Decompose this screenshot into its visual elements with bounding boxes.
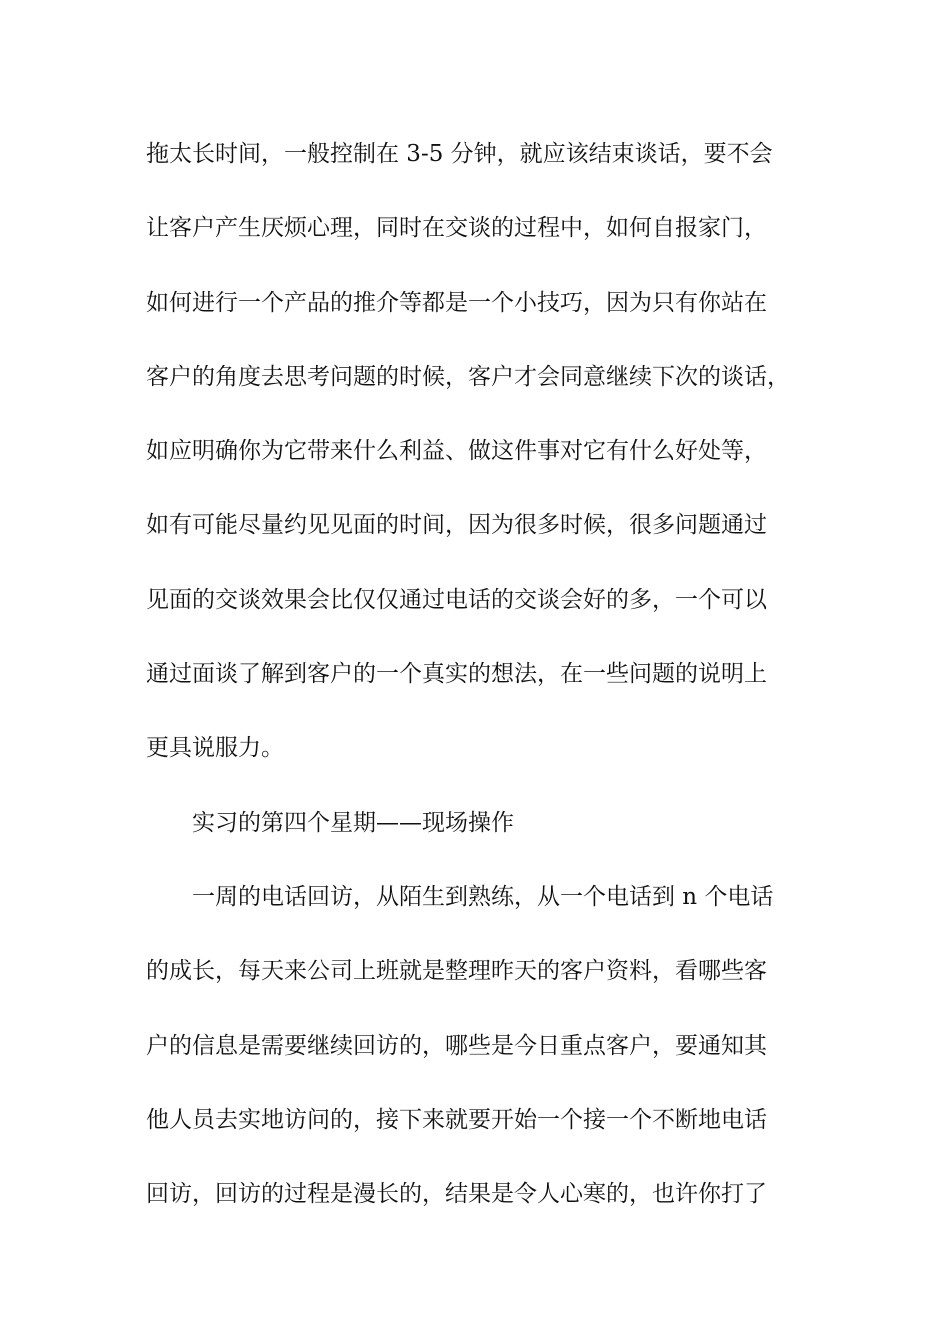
text-line: 客户的角度去思考问题的时候，客户才会同意继续下次的谈话， (146, 363, 790, 390)
text-line: 让客户产生厌烦心理，同时在交谈的过程中，如何自报家门， (146, 215, 767, 242)
section-heading: 实习的第四个星期——现场操作 (192, 809, 514, 836)
text-line: 的成长，每天来公司上班就是整理昨天的客户资料，看哪些客 (146, 958, 767, 985)
text-line: 通过面谈了解到客户的一个真实的想法，在一些问题的说明上 (146, 661, 767, 688)
text-line: 回访，回访的过程是漫长的，结果是令人心寒的，也许你打了 (146, 1181, 767, 1208)
text-line: 他人员去实地访问的，接下来就要开始一个接一个不断地电话 (146, 1106, 767, 1133)
body-text (146, 130, 816, 1244)
text-line: 拖太长时间，一般控制在 3-5 分钟，就应该结束谈话，要不会 (146, 141, 773, 167)
text-line: 更具说服力。 (146, 735, 284, 762)
text-line: 见面的交谈效果会比仅仅通过电话的交谈会好的多，一个可以 (146, 586, 767, 613)
text-line: 户的信息是需要继续回访的，哪些是今日重点客户，要通知其 (146, 1032, 767, 1059)
text-line: 如何进行一个产品的推介等都是一个小技巧，因为只有你站在 (146, 289, 767, 316)
paragraph-start-line: 一周的电话回访，从陌生到熟练，从一个电话到 n 个电话 (192, 883, 774, 910)
text-line: 如有可能尽量约见见面的时间，因为很多时候，很多问题通过 (146, 512, 767, 539)
text-line: 如应明确你为它带来什么利益、做这件事对它有什么好处等， (146, 438, 767, 465)
